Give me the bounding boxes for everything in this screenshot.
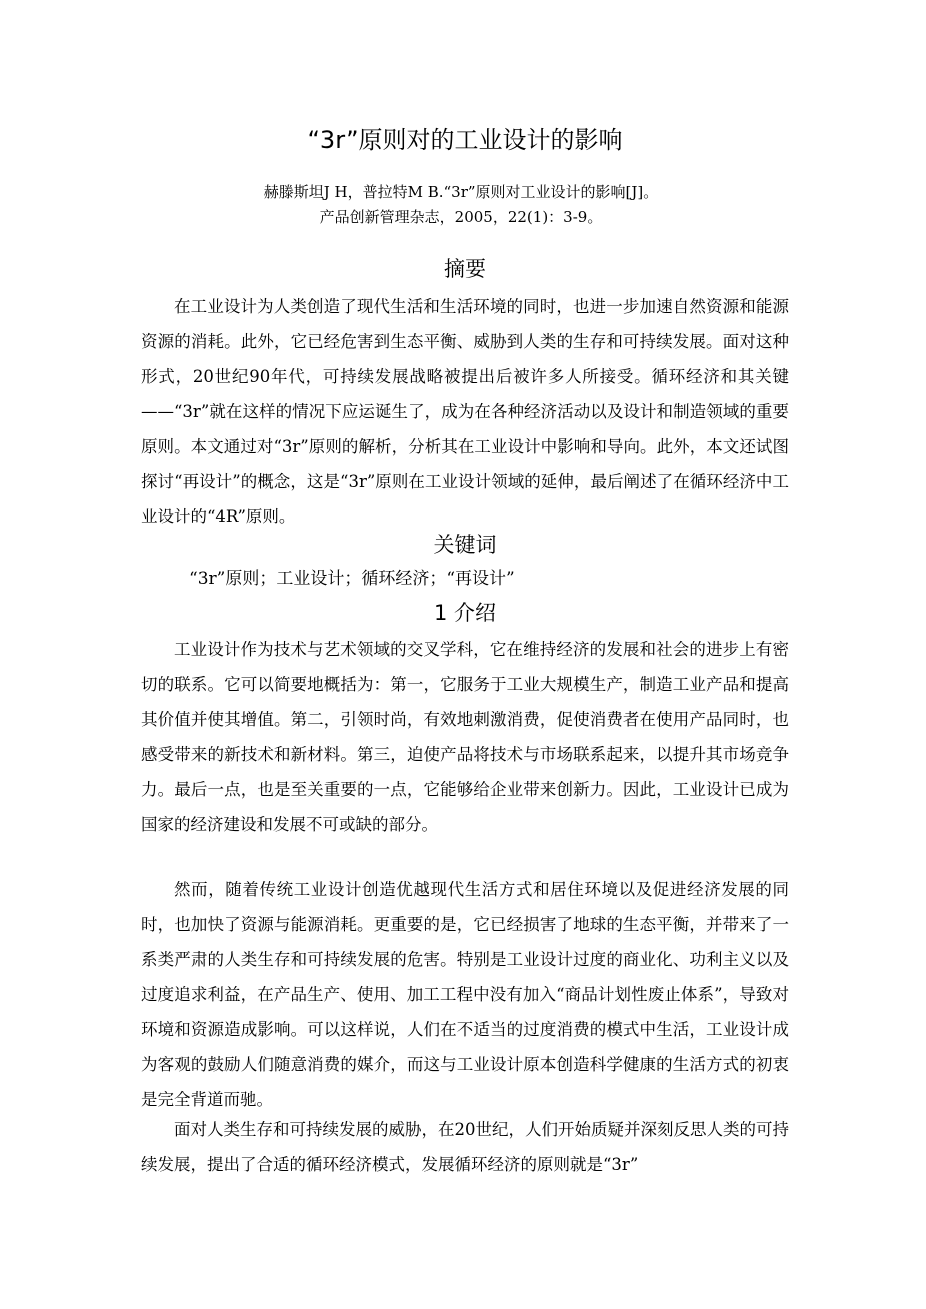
keywords-line: “3r”原则；工业设计；循环经济；“再设计” (189, 569, 515, 589)
abstract-paragraph: 在工业设计为人类创造了现代生活和生活环境的同时，也进一步加速自然资源和能源资源的消耗。此外，它已经危害到生态平衡、威胁到人类的生存和可持续发展。面对这种形式，20世纪90年代，可持续发展战略被提出后被许多人所接受。循环经济和其关键——“3r”就在这样的情况下应运诞生了，成为在各种经济活动以及设计和制造领域的重要原则。本文通过对“3r”原则的解析，分析其在工业设计中影响和导向。此外，本文还试图探讨“再设计”的概念，这是“3r”原则在工业设计领域的延伸，最后阐述了在循环经济中工业设计的“4R”原则。 (141, 297, 789, 526)
citation: 赫滕斯坦J H，普拉特M B.“3r”原则对工业设计的影响[J]。产品创新管理杂志，2005，22(1)：3-9。 (263, 183, 659, 226)
keywords-heading: 关键词 (433, 533, 497, 557)
section-1-paragraph-1: 工业设计作为技术与艺术领域的交叉学科，它在维持经济的发展和社会的进步上有密切的联系。它可以简要地概括为：第一，它服务于工业大规模生产，制造工业产品和提高其价值并使其增值。第二，引领时尚，有效地刺激消费，促使消费者在使用产品同时，也感受带来的新技术和新材料。第三，迫使产品将技术与市场联系起来，以提升其市场竞争力。最后一点，也是至关重要的一点，它能够给企业带来创新力。因此，工业设计已成为国家的经济建设和发展不可或缺的部分。 (141, 640, 789, 834)
section-1-paragraph-3: 面对人类生存和可持续发展的威胁，在20世纪，人们开始质疑并深刻反思人类的可持续发展，提出了合适的循环经济模式，发展循环经济的原则就是“3r” (141, 1120, 789, 1174)
section-1-heading: 1 介绍 (433, 601, 497, 625)
page-title: “3r”原则对的工业设计的影响 (307, 126, 623, 154)
abstract-heading: 摘要 (444, 257, 486, 281)
section-1-paragraph-2: 然而，随着传统工业设计创造优越现代生活方式和居住环境以及促进经济发展的同时，也加快了资源与能源消耗。更重要的是，它已经损害了地球的生态平衡，并带来了一系类严肃的人类生存和可持续发展的危害。特别是工业设计过度的商业化、功利主义以及过度追求利益，在产品生产、使用、加工工程中没有加入“商品计划性废止体系”，导致对环境和资源造成影响。可以这样说，人们在不适当的过度消费的模式中生活，工业设计成为客观的鼓励人们随意消费的媒介，而这与工业设计原本创造科学健康的生活方式的初衷是完全背道而驰。 (141, 880, 789, 1109)
